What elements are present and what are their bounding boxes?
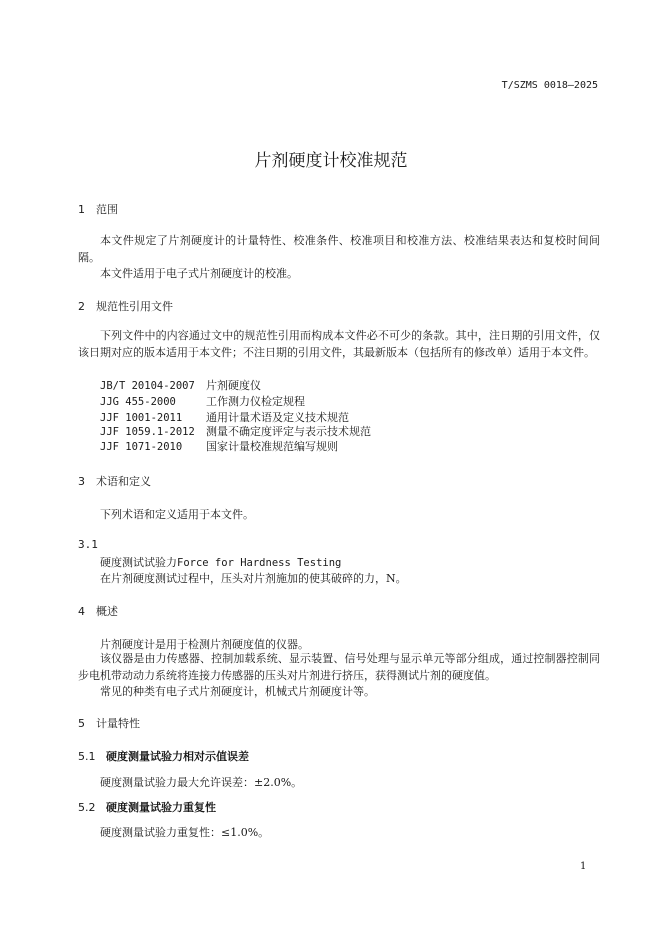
subsection-5-2-text: 硬度测量试验力重复性：≤1.0%。: [100, 826, 270, 839]
reference-code: JB/T 20104-2007: [100, 380, 195, 392]
section-3-heading: [78, 473, 151, 489]
subsection-title: 硬度测量试验力重复性: [106, 801, 216, 814]
subsection-title: 硬度测量试验力相对示值误差: [106, 750, 249, 763]
section-2-paragraph: 下列文件中的内容通过文中的规范性引用而构成本文件必不可少的条款。其中，注日期的引用文件，仅该日期对应的版本适用于本文件；不注日期的引用文件，其最新版本（包括所有的修改单）适用于本文件。: [78, 329, 600, 359]
reference-item: [100, 423, 371, 439]
section-1-heading: [78, 201, 118, 217]
reference-code: JJF 1001-2011: [100, 412, 183, 424]
section-1-paragraph-1: 本文件规定了片剂硬度计的计量特性、校准条件、校准项目和校准方法、校准结果表达和复校时间间隔。: [78, 234, 600, 264]
section-number: 5: [78, 717, 85, 730]
reference-title: 通用计量术语及定义技术规范: [206, 411, 349, 424]
section-number: 1: [78, 203, 85, 216]
section-4-paragraph-2: 该仪器是由力传感器、控制加载系统、显示装置、信号处理与显示单元等部分组成，通过控制器控制同步电机带动动力系统将连接力传感器的压头对片剂进行挤压，获得测试片剂的硬度值。: [78, 652, 600, 682]
subsection-number: 5.1: [78, 750, 96, 763]
section-title: 范围: [96, 203, 118, 216]
page-number: 1: [580, 861, 587, 872]
subsection-number: 5.2: [78, 801, 96, 814]
section-title: 术语和定义: [96, 475, 151, 488]
reference-title: 工作测力仪检定规程: [206, 395, 305, 408]
section-3-paragraph: 下列术语和定义适用于本文件。: [100, 508, 254, 521]
reference-title: 国家计量校准规范编写规则: [206, 440, 338, 453]
section-title: 规范性引用文件: [96, 300, 173, 313]
section-1-paragraph-2: 本文件适用于电子式片剂硬度计的校准。: [100, 267, 298, 280]
term-entry: [100, 554, 341, 570]
section-title: 概述: [96, 605, 118, 618]
reference-title: 片剂硬度仪: [206, 379, 261, 392]
term-english: Force for Hardness Testing: [177, 557, 342, 569]
reference-title: 测量不确定度评定与表示技术规范: [206, 425, 371, 438]
reference-item: [100, 438, 338, 454]
reference-code: JJF 1071-2010: [100, 441, 183, 453]
term-definition: 在片剂硬度测试过程中，压头对片剂施加的使其破碎的力，N。: [100, 572, 407, 585]
subsection-5-2-heading: [78, 799, 216, 815]
section-5-heading: [78, 715, 140, 731]
reference-code: JJG 455-2000: [100, 396, 176, 408]
subsection-5-1-text: 硬度测量试验力最大允许误差：±2.0%。: [100, 776, 303, 789]
section-4-paragraph-3: 常见的种类有电子式片剂硬度计，机械式片剂硬度计等。: [100, 685, 375, 698]
reference-item: [100, 377, 261, 393]
section-4-heading: [78, 603, 118, 619]
term-chinese: 硬度测试试验力: [100, 556, 177, 569]
document-code: T/SZMS 0018—2025: [501, 80, 598, 91]
section-number: 3: [78, 475, 85, 488]
section-4-paragraph-1: 片剂硬度计是用于检测片剂硬度值的仪器。: [100, 638, 309, 651]
section-title: 计量特性: [96, 717, 140, 730]
document-title: 片剂硬度计校准规范: [254, 151, 408, 171]
section-number: 4: [78, 605, 85, 618]
reference-code: JJF 1059.1-2012: [100, 426, 195, 438]
subsection-5-1-heading: [78, 748, 249, 764]
term-number: 3.1: [78, 538, 98, 551]
section-2-heading: [78, 298, 173, 314]
reference-item: [100, 393, 305, 409]
section-number: 2: [78, 300, 85, 313]
